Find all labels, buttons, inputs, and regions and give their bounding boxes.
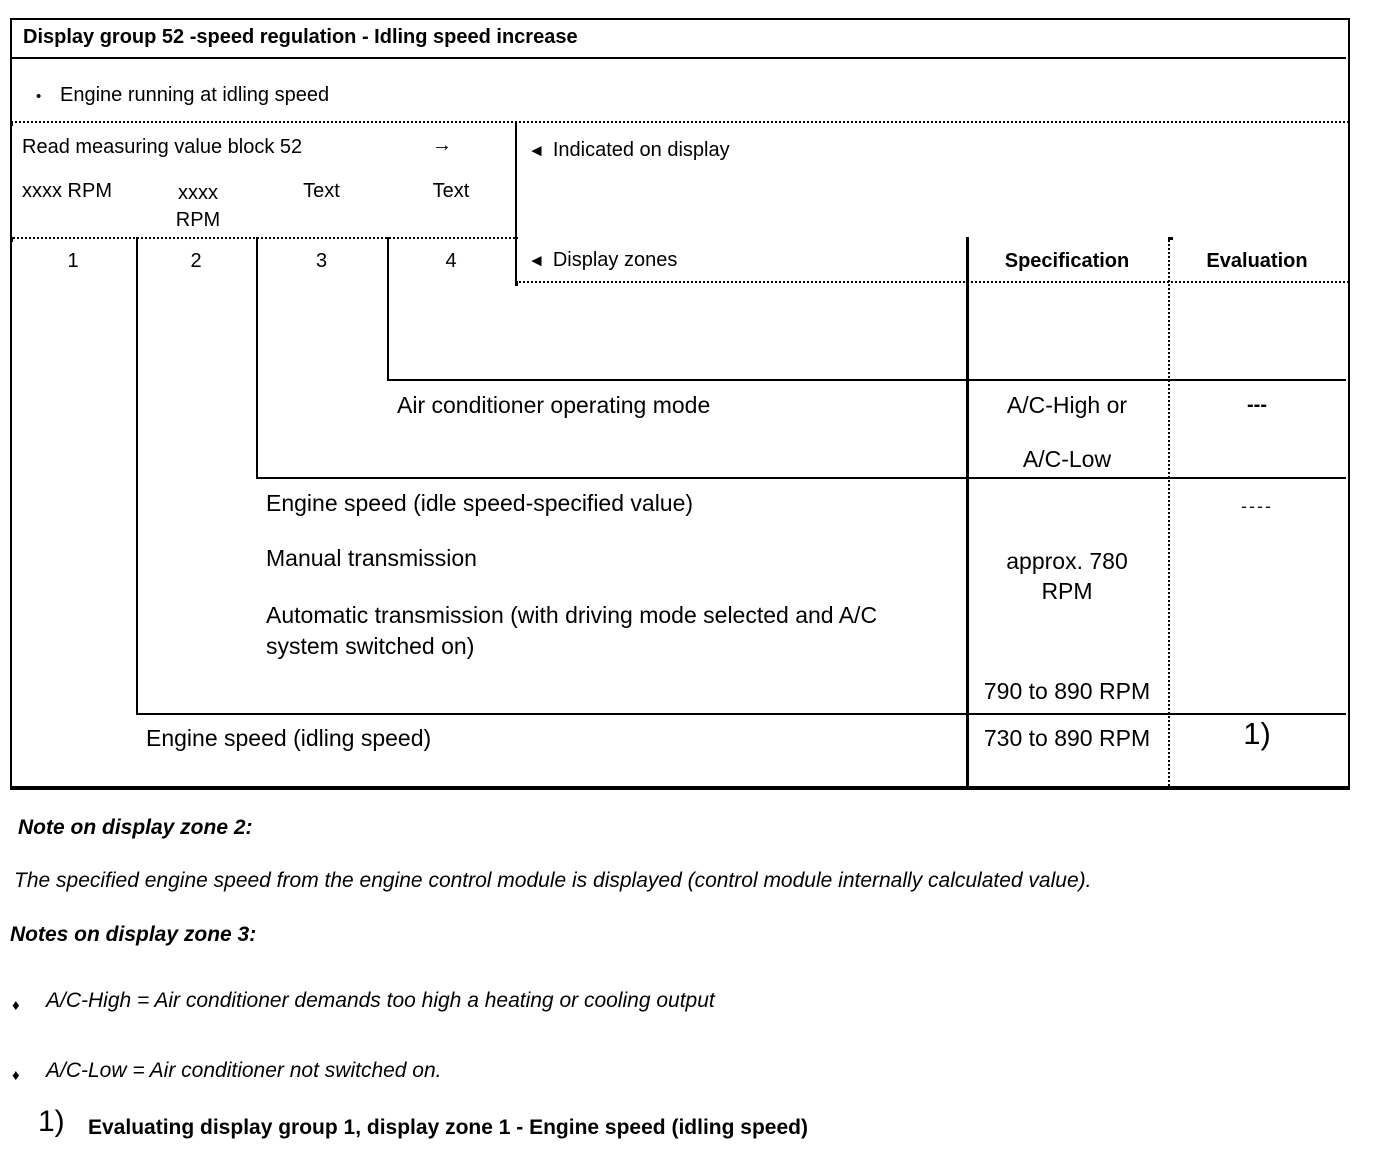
zone3-evaluation: --- [1247,394,1267,416]
note-zone2-body: The specified engine speed from the engine control module is displayed (control module internally calculated value). [14,869,1092,892]
footnote-marker: 1) [38,1105,65,1138]
condition-bullet-icon: • [36,88,42,105]
condition-text: Engine running at idling speed [60,84,330,106]
zone3-bracket-horizontal [256,477,1346,479]
note-zone2-heading: Note on display zone 2: [18,816,253,839]
diamond-bullet-icon: ♦ [12,1067,20,1084]
zone1-2-divider-bracket [136,237,138,713]
zone-number-2: 2 [190,250,202,272]
display-header-col2: xxxx RPM [175,182,221,231]
zone1-description: Engine speed (idling speed) [146,725,432,751]
zone2-bracket-horizontal [136,713,1346,715]
zone2-3-divider-bracket [256,237,258,477]
display-header-col3: Text [303,180,340,202]
zone2-evaluation: ---- [1241,496,1273,516]
condition-row-divider [10,121,1349,123]
left-arrowhead-icon: ◄ [528,141,545,160]
zone3-spec-line1: A/C-High or [1006,392,1128,418]
zone2-description: Engine speed (idle speed-specified value) [266,490,694,516]
note-ac-low: A/C-Low = Air conditioner not switched on. [46,1059,442,1082]
zone2-spec-automatic: 790 to 890 RPM [983,678,1151,704]
zone4-bracket-horizontal [387,379,1346,381]
zone2-manual-transmission: Manual transmission [266,545,477,571]
zone1-evaluation-footnote-ref: 1) [1243,716,1271,751]
right-arrow-icon: → [432,134,452,156]
zone1-spec: 730 to 890 RPM [983,725,1151,751]
display-header-col4: Text [432,180,470,202]
specification-header: Specification [1004,250,1130,272]
display-zones-label: Display zones [552,249,678,271]
header-row-divider [515,281,1349,283]
indicated-on-display [528,139,730,162]
zone2-automatic-transmission: Automatic transmission (with driving mode selected and A/C system switched on) [266,602,878,660]
footnote-text: Evaluating display group 1, display zone 1 - Engine speed (idling speed) [88,1116,808,1139]
zone-number-3: 3 [315,250,328,272]
display-zones [528,249,677,272]
zone-number-4: 4 [445,250,457,272]
zone3-description: Air conditioner operating mode [397,392,711,418]
read-row-divider [10,237,518,239]
zone3-spec-line2: A/C-Low [1022,446,1112,472]
evaluation-header: Evaluation [1206,250,1308,272]
diamond-bullet-icon: ♦ [12,997,20,1014]
indicated-box-left-border [515,121,517,281]
display-header-col1: xxxx RPM [22,180,112,202]
title-row-divider [10,57,1346,59]
left-arrowhead-icon: ◄ [528,251,545,270]
note-zone3-heading: Notes on display zone 3: [10,923,257,946]
read-measuring-label: Read measuring value block 52 [22,136,303,158]
indicated-on-display-label: Indicated on display [552,139,730,161]
zone-number-1: 1 [67,250,79,272]
table-title: Display group 52 -speed regulation - Idling speed increase [23,26,578,48]
note-ac-high: A/C-High = Air conditioner demands too high a heating or cooling output [46,989,715,1012]
zone2-spec-manual: approx. 780 RPM [1006,548,1128,604]
